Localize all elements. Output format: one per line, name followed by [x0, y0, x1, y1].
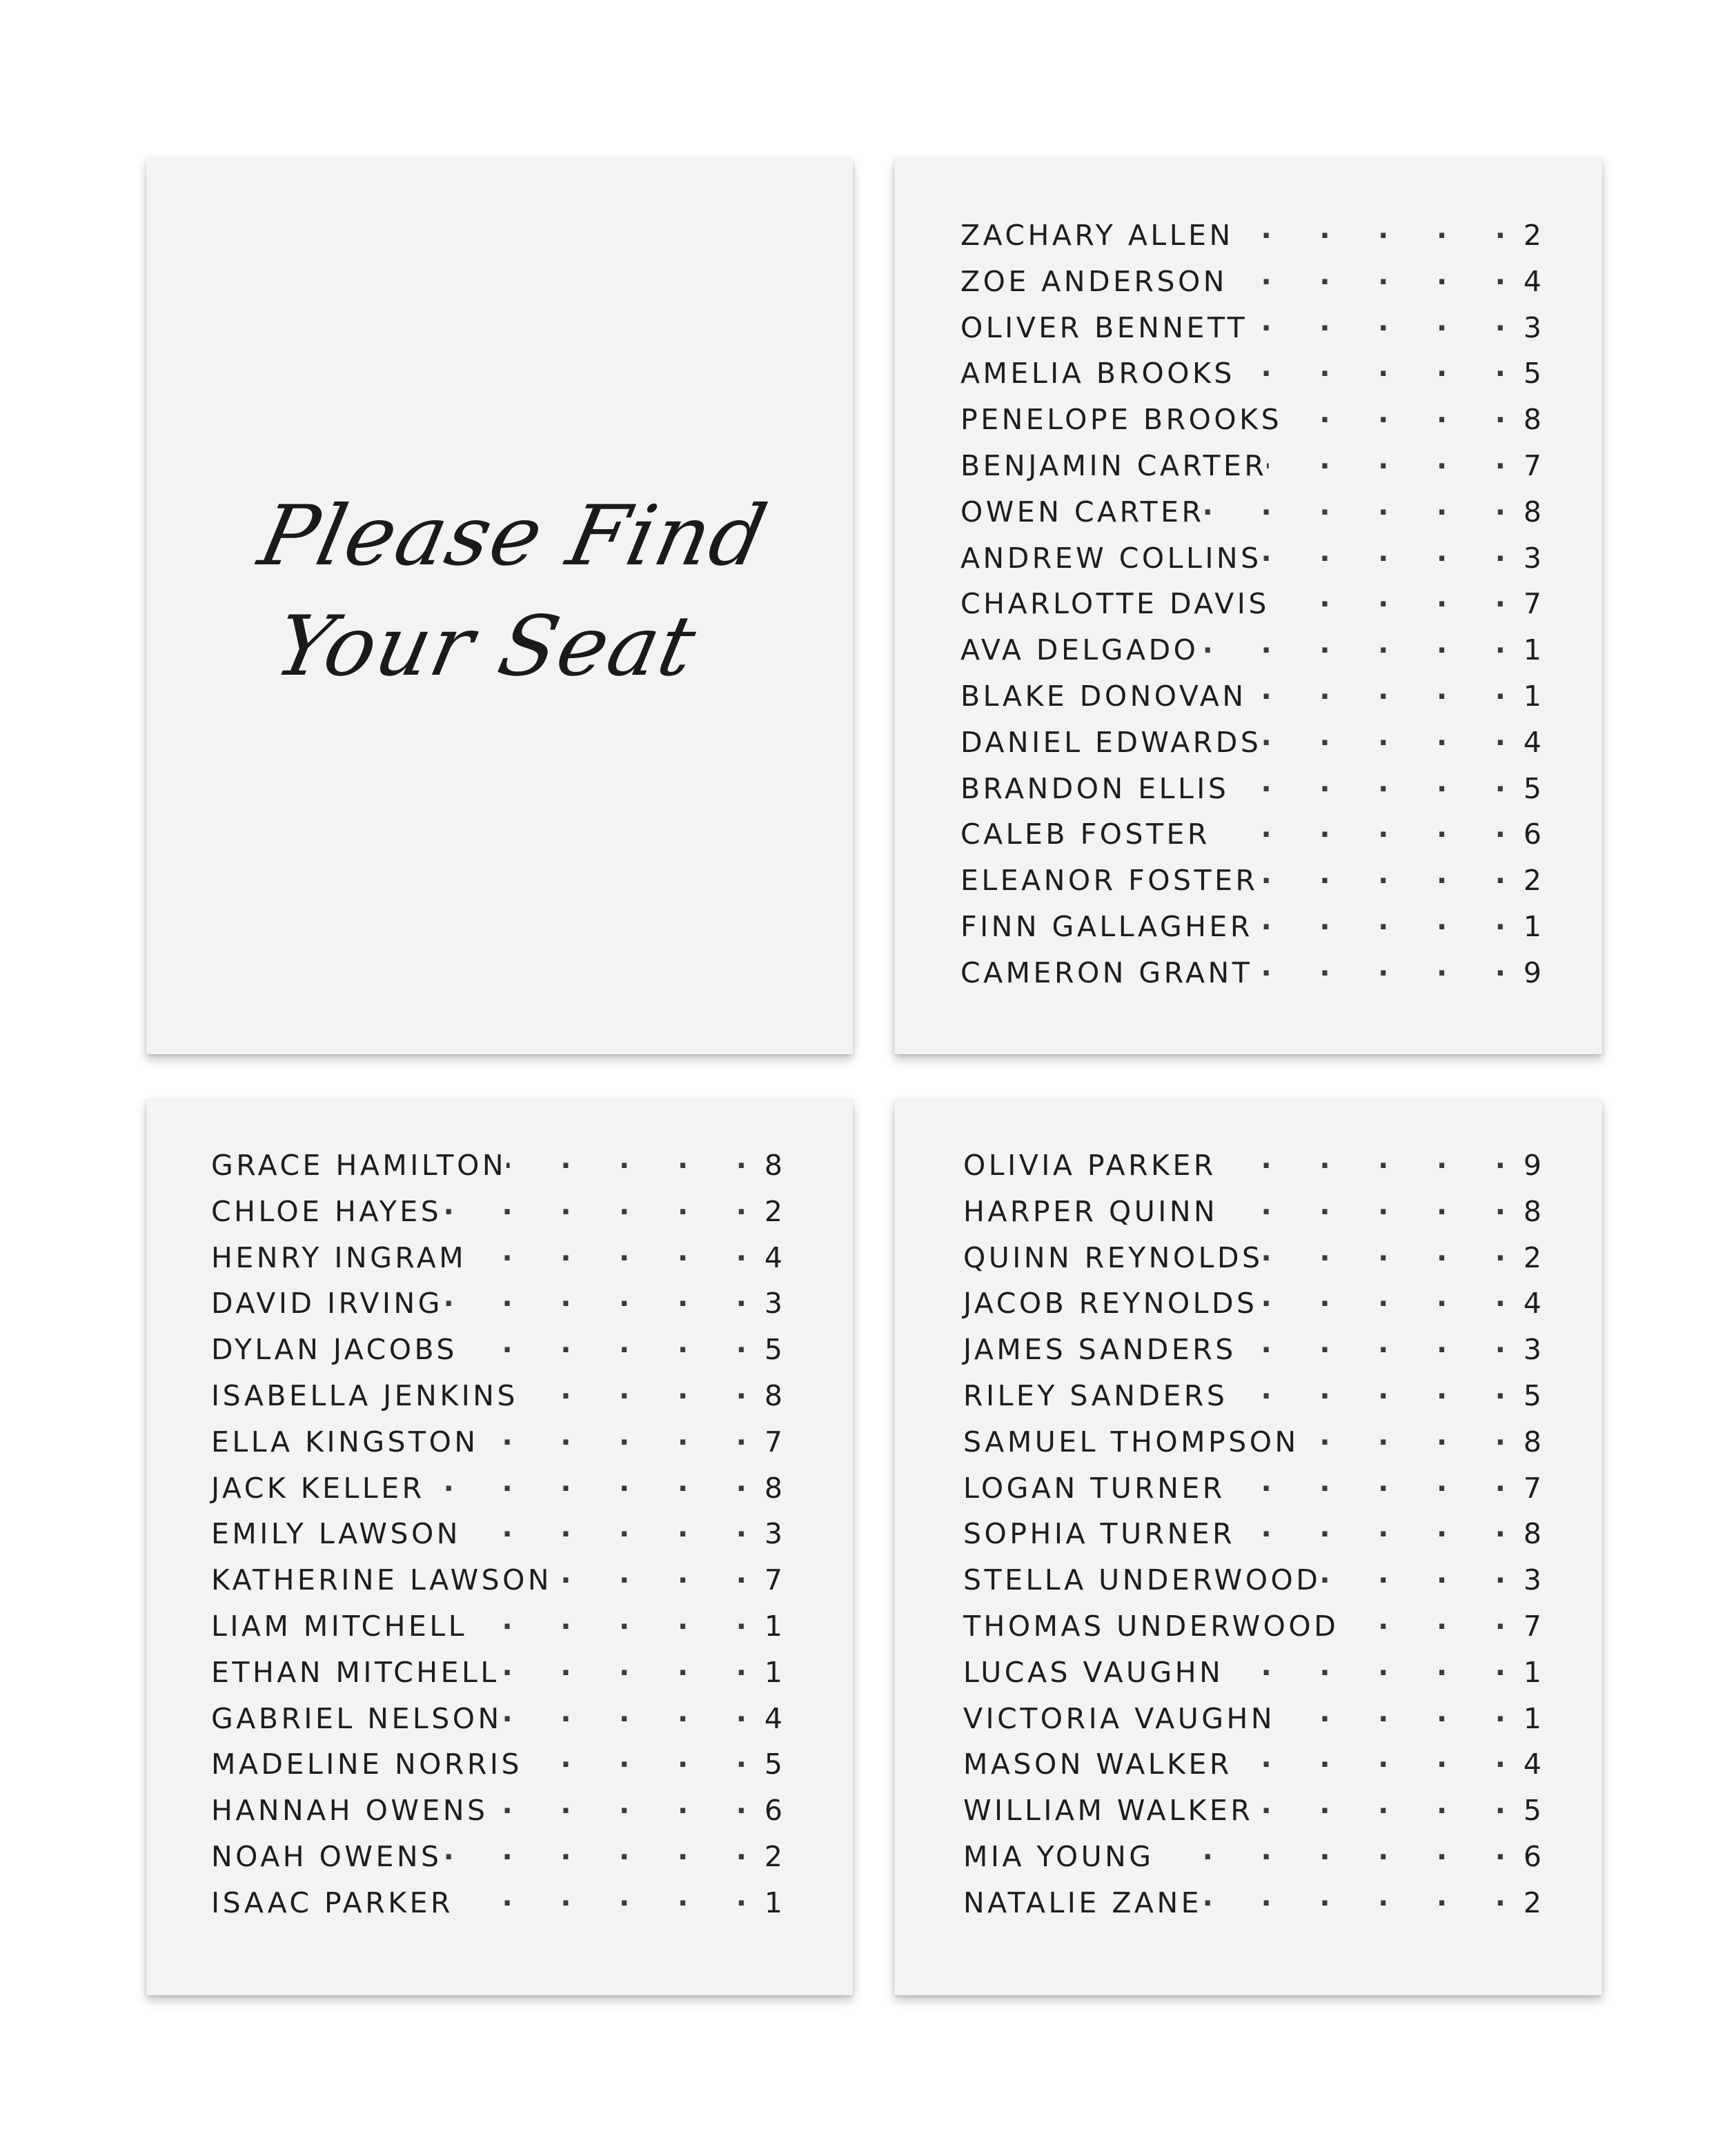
dot-leader [1267, 443, 1521, 490]
table-number: 3 [1523, 1333, 1541, 1367]
guest-list [963, 1143, 1541, 1926]
guest-name: THOMAS UNDERWOOD [963, 1609, 1339, 1643]
dot-leader [1248, 305, 1521, 352]
guest-name: EMILY LAWSON [211, 1517, 461, 1551]
guest-name: AVA DELGADO [960, 633, 1199, 667]
table-number: 4 [764, 1701, 782, 1735]
guest-row [211, 1511, 782, 1557]
guest-name: GRACE HAMILTON [211, 1149, 507, 1182]
guest-row [960, 904, 1541, 950]
guest-name: LOGAN TURNER [963, 1471, 1225, 1505]
dot-leader [1258, 1280, 1521, 1327]
table-number: 8 [764, 1378, 782, 1412]
table-number: 1 [764, 1655, 782, 1689]
table-number: 7 [764, 1425, 782, 1458]
dot-leader [1299, 1419, 1521, 1466]
guest-name: WILLIAM WALKER [963, 1794, 1254, 1828]
guest-name: ISABELLA JENKINS [211, 1378, 519, 1412]
guest-name: KATHERINE LAWSON [211, 1563, 553, 1597]
table-number: 7 [1523, 1471, 1541, 1505]
dot-leader [1235, 350, 1521, 397]
dot-leader [518, 1373, 762, 1420]
table-number: 5 [1523, 1794, 1541, 1828]
guest-row [211, 1419, 782, 1465]
table-number: 1 [1523, 909, 1541, 943]
heading-line-2: Your Seat [266, 599, 705, 695]
table-number: 7 [1523, 1609, 1541, 1643]
dot-leader [467, 1603, 762, 1650]
guest-row [963, 1741, 1541, 1788]
dot-leader [1282, 397, 1521, 444]
table-number: 4 [1523, 1287, 1541, 1321]
dot-leader [1235, 1511, 1521, 1558]
dot-leader [1210, 811, 1521, 858]
guest-row [963, 1834, 1541, 1880]
guest-name: NATALIE ZANE [963, 1886, 1203, 1919]
guest-row [960, 443, 1541, 489]
guest-row [960, 581, 1541, 627]
table-number: 6 [1523, 1839, 1541, 1873]
guest-name: ANDREW COLLINS [960, 541, 1262, 575]
dot-leader [1205, 489, 1521, 536]
table-number: 2 [764, 1194, 782, 1228]
guest-row [963, 1696, 1541, 1742]
guest-row [211, 1557, 782, 1603]
dot-leader [1216, 1143, 1521, 1189]
guest-name: NOAH OWENS [211, 1839, 442, 1873]
dot-leader [1247, 673, 1521, 720]
guest-name: MIA YOUNG [963, 1839, 1154, 1873]
guest-name: DAVID IRVING [211, 1287, 443, 1321]
table-number: 3 [1523, 310, 1541, 344]
dot-leader [1253, 904, 1521, 951]
guest-name: LIAM MITCHELL [211, 1609, 468, 1643]
guest-name: PENELOPE BROOKS [960, 403, 1283, 437]
dot-leader [500, 1650, 762, 1697]
guest-name: OLIVIA PARKER [963, 1149, 1216, 1182]
guest-name: RILEY SANDERS [963, 1378, 1228, 1412]
table-number: 5 [1523, 771, 1541, 805]
table-number: 5 [764, 1333, 782, 1367]
guest-row [963, 1419, 1541, 1465]
guest-name: VICTORIA VAUGHN [963, 1701, 1275, 1735]
guest-row [211, 1373, 782, 1419]
guest-row [211, 1280, 782, 1327]
table-number: 8 [1523, 1517, 1541, 1551]
guest-name: JACK KELLER [211, 1471, 425, 1505]
dot-leader [1229, 766, 1521, 813]
guest-row [211, 1235, 782, 1281]
table-number: 1 [764, 1886, 782, 1919]
dot-leader [1261, 720, 1521, 767]
guest-row [960, 673, 1541, 720]
guest-name: QUINN REYNOLDS [963, 1240, 1263, 1274]
guest-name: HANNAH OWENS [211, 1794, 489, 1828]
guest-list [211, 1143, 782, 1926]
dot-leader [461, 1511, 762, 1558]
guest-row [963, 1557, 1541, 1603]
table-number: 1 [1523, 679, 1541, 713]
guest-name: CALEB FOSTER [960, 818, 1210, 851]
table-number: 7 [764, 1563, 782, 1597]
guest-row [960, 858, 1541, 904]
dot-leader [1232, 1741, 1521, 1788]
table-number: 5 [1523, 357, 1541, 390]
table-number: 2 [1523, 1240, 1541, 1274]
dot-leader [1252, 950, 1521, 997]
guest-row [963, 1280, 1541, 1327]
table-number: 7 [1523, 448, 1541, 482]
table-number: 2 [1523, 219, 1541, 252]
dot-leader [1339, 1603, 1521, 1650]
table-number: 4 [1523, 264, 1541, 298]
guest-row [211, 1465, 782, 1512]
dot-leader [1270, 581, 1521, 628]
dot-leader [552, 1557, 762, 1604]
guest-row [211, 1327, 782, 1373]
dot-leader [1253, 1788, 1521, 1834]
table-number: 9 [1523, 956, 1541, 989]
guest-row [963, 1650, 1541, 1696]
guest-name: ETHAN MITCHELL [211, 1655, 500, 1689]
guest-name: JACOB REYNOLDS [963, 1287, 1258, 1321]
guest-name: MADELINE NORRIS [211, 1748, 522, 1781]
dot-leader [502, 1696, 762, 1743]
guest-name: LUCAS VAUGHN [963, 1655, 1224, 1689]
table-number: 5 [1523, 1378, 1541, 1412]
guest-row [963, 1189, 1541, 1235]
guest-row [963, 1511, 1541, 1557]
dot-leader [506, 1143, 762, 1189]
guest-name: OWEN CARTER [960, 495, 1205, 528]
dot-leader [466, 1235, 762, 1282]
guest-row [963, 1880, 1541, 1926]
dot-leader [1275, 1696, 1521, 1743]
seating-card-2 [146, 1098, 853, 1995]
script-heading [146, 482, 853, 702]
table-number: 7 [1523, 587, 1541, 621]
guest-name: SOPHIA TURNER [963, 1517, 1236, 1551]
guest-row [963, 1327, 1541, 1373]
guest-row [211, 1834, 782, 1880]
dot-leader [1223, 1650, 1521, 1697]
table-number: 6 [764, 1794, 782, 1828]
dot-leader [1234, 212, 1521, 259]
guest-row [960, 397, 1541, 443]
guest-name: CAMERON GRANT [960, 956, 1253, 989]
table-number: 3 [764, 1517, 782, 1551]
dot-leader [1262, 535, 1521, 582]
dot-leader [489, 1788, 762, 1834]
guest-row [960, 350, 1541, 397]
guest-row [211, 1880, 782, 1926]
dot-leader [1202, 1880, 1521, 1927]
guest-name: ELEANOR FOSTER [960, 864, 1259, 898]
dot-leader [1258, 858, 1521, 904]
guest-name: BRANDON ELLIS [960, 771, 1230, 805]
guest-row [960, 811, 1541, 858]
guest-row [960, 489, 1541, 535]
dot-leader [1228, 1373, 1521, 1420]
guest-row [960, 766, 1541, 812]
guest-name: BENJAMIN CARTER [960, 448, 1268, 482]
dot-leader [1199, 627, 1521, 674]
title-card [146, 157, 853, 1054]
table-number: 4 [1523, 1748, 1541, 1781]
guest-name: BLAKE DONOVAN [960, 679, 1247, 713]
guest-name: FINN GALLAGHER [960, 909, 1253, 943]
guest-row [963, 1143, 1541, 1189]
dot-leader [1154, 1834, 1521, 1881]
table-number: 1 [1523, 1655, 1541, 1689]
dot-leader [453, 1880, 762, 1927]
dot-leader [522, 1741, 762, 1788]
table-number: 4 [1523, 725, 1541, 759]
guest-name: AMELIA BROOKS [960, 357, 1235, 390]
guest-name: STELLA UNDERWOOD [963, 1563, 1321, 1597]
table-number: 8 [1523, 403, 1541, 437]
guest-name: JAMES SANDERS [963, 1333, 1236, 1367]
guest-row [211, 1189, 782, 1235]
table-number: 1 [764, 1609, 782, 1643]
guest-row [963, 1373, 1541, 1419]
dot-leader [1228, 259, 1521, 306]
table-number: 8 [1523, 1425, 1541, 1458]
guest-name: ZOE ANDERSON [960, 264, 1228, 298]
dot-leader [1321, 1557, 1521, 1604]
guest-name: SAMUEL THOMPSON [963, 1425, 1299, 1458]
table-number: 8 [764, 1149, 782, 1182]
guest-row [960, 950, 1541, 996]
guest-name: GABRIEL NELSON [211, 1701, 502, 1735]
guest-name: HENRY INGRAM [211, 1240, 467, 1274]
guest-row [960, 259, 1541, 305]
heading-line-1: Please Find [251, 488, 776, 584]
table-number: 2 [764, 1839, 782, 1873]
dot-leader [457, 1327, 762, 1374]
guest-row [211, 1696, 782, 1742]
guest-row [960, 212, 1541, 259]
table-number: 8 [1523, 495, 1541, 528]
table-number: 2 [1523, 864, 1541, 898]
table-number: 3 [1523, 1563, 1541, 1597]
seating-card-1 [894, 157, 1602, 1054]
dot-leader [1225, 1465, 1521, 1512]
guest-row [960, 305, 1541, 351]
guest-name: ISAAC PARKER [211, 1886, 453, 1919]
table-number: 3 [1523, 541, 1541, 575]
dot-leader [443, 1280, 762, 1327]
guest-row [963, 1235, 1541, 1281]
guest-row [211, 1788, 782, 1834]
guest-row [960, 535, 1541, 582]
guest-name: DANIEL EDWARDS [960, 725, 1262, 759]
dot-leader [1218, 1189, 1521, 1236]
table-number: 3 [764, 1287, 782, 1321]
guest-name: ZACHARY ALLEN [960, 219, 1234, 252]
table-number: 9 [1523, 1149, 1541, 1182]
table-number: 1 [1523, 633, 1541, 667]
guest-name: CHLOE HAYES [211, 1194, 442, 1228]
table-number: 4 [764, 1240, 782, 1274]
table-number: 8 [764, 1471, 782, 1505]
table-number: 1 [1523, 1701, 1541, 1735]
guest-row [963, 1465, 1541, 1512]
guest-name: ELLA KINGSTON [211, 1425, 479, 1458]
guest-name: CHARLOTTE DAVIS [960, 587, 1270, 621]
table-number: 6 [1523, 818, 1541, 851]
table-number: 5 [764, 1748, 782, 1781]
guest-list [960, 212, 1541, 996]
guest-row [211, 1650, 782, 1696]
guest-name: MASON WALKER [963, 1748, 1232, 1781]
dot-leader [1236, 1327, 1521, 1374]
dot-leader [442, 1834, 762, 1881]
table-number: 8 [1523, 1194, 1541, 1228]
dot-leader [479, 1419, 762, 1466]
dot-leader [1263, 1235, 1521, 1282]
guest-row [960, 720, 1541, 766]
guest-row [960, 627, 1541, 673]
guest-name: OLIVER BENNETT [960, 310, 1248, 344]
guest-row [211, 1143, 782, 1189]
guest-row [211, 1741, 782, 1788]
guest-row [211, 1603, 782, 1650]
guest-row [963, 1603, 1541, 1650]
dot-leader [425, 1465, 762, 1512]
seating-card-3 [894, 1098, 1602, 1995]
dot-leader [442, 1189, 762, 1236]
guest-name: DYLAN JACOBS [211, 1333, 457, 1367]
guest-name: HARPER QUINN [963, 1194, 1219, 1228]
guest-row [963, 1788, 1541, 1834]
table-number: 2 [1523, 1886, 1541, 1919]
